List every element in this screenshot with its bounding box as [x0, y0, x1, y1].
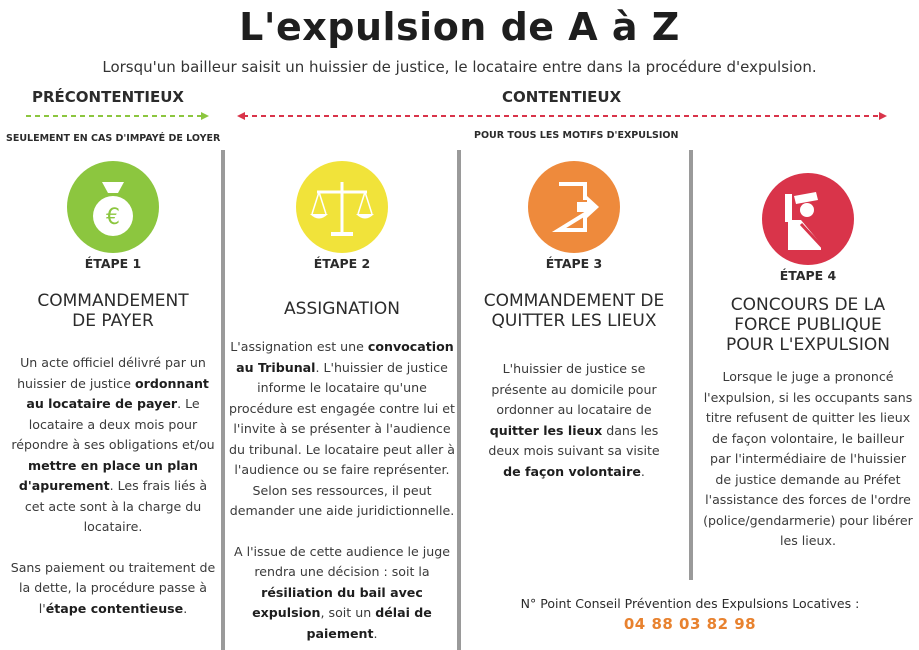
step-4-column	[702, 172, 914, 552]
step-1-title: COMMANDEMENT DE PAYER	[37, 291, 189, 331]
column-divider	[221, 150, 225, 650]
column-divider	[457, 150, 461, 650]
step-4-title: CONCOURS DE LA FORCE PUBLIQUE POUR L'EXPULSION	[726, 295, 890, 355]
step-2-title: ASSIGNATION	[284, 299, 400, 319]
step-4-label: ÉTAPE 4	[779, 268, 837, 283]
step-2-description	[228, 337, 456, 644]
step-3-description	[468, 359, 680, 482]
step-4-description	[702, 367, 914, 552]
precontentieux-arrow	[24, 110, 209, 122]
phase-contentieux-label: CONTENTIEUX	[502, 88, 622, 106]
step-1-label: ÉTAPE 1	[84, 256, 142, 271]
step-3-label: ÉTAPE 3	[545, 256, 603, 271]
step-1-description	[8, 353, 218, 619]
svg-text:€: €	[106, 205, 120, 230]
phase-precontentieux-note: SEULEMENT EN CAS D'IMPAYÉ DE LOYER	[6, 133, 221, 144]
footer-phone-number[interactable]: 04 88 03 82 98	[623, 615, 757, 633]
page-subtitle: Lorsqu'un bailleur saisit un huissier de justice, le locataire entre dans la procédure d'expulsion.	[102, 58, 817, 76]
step-paragraph: Un acte officiel délivré par un huissier de justice ordonnant au locataire de payer. Le locataire a deux mois pour répondre à ses obligations et/ou mettre en place un plan d'apurement. Les frais liés à cet acte sont à la charge du locataire.	[11, 355, 215, 534]
contentieux-arrow	[237, 110, 887, 122]
phase-contentieux-note: POUR TOUS LES MOTIFS D'EXPULSION	[474, 130, 679, 141]
step-3-title: COMMANDEMENT DE QUITTER LES LIEUX	[483, 291, 665, 331]
step-1-column	[8, 160, 218, 619]
step-paragraph: Sans paiement ou traitement de la dette, la procédure passe à l'étape contentieuse.	[10, 559, 216, 616]
step-3-column	[468, 160, 680, 482]
step-paragraph: Lorsque le juge a prononcé l'expulsion, si les occupants sans titre refusent de quitter les lieux de façon volontaire, le bailleur par l'intermédiaire de l'huissier de justice demande au Préfet l'assistance des forces de l'ordre (police/gendarmerie) pour libérer les lieux.	[703, 369, 913, 548]
exit-door-icon	[527, 160, 621, 254]
step-paragraph: A l'issue de cette audience le juge rendra une décision : soit la résiliation du bail avec expulsion, soit un délai de paiement.	[233, 543, 451, 641]
phase-precontentieux-label: PRÉCONTENTIEUX	[32, 88, 184, 106]
step-2-label: ÉTAPE 2	[313, 256, 371, 271]
money-bag-euro-icon	[66, 160, 160, 254]
police-officer-icon	[761, 172, 855, 266]
step-2-column	[228, 160, 456, 644]
scales-icon	[295, 160, 389, 254]
column-divider	[689, 150, 693, 580]
page-title: L'expulsion de A à Z	[239, 5, 680, 49]
step-paragraph: L'huissier de justice se présente au domicile pour ordonner au locataire de quitter les lieux dans les deux mois suivant sa visite de façon volontaire.	[488, 361, 660, 479]
step-paragraph: L'assignation est une convocation au Tribunal. L'huissier de justice informe le locataire qu'une procédure est engagée contre lui et l'invite à se présenter à l'audience du tribunal. Le locataire peut aller à l'audience ou se faire représenter. Selon ses ressources, il peut demander une aide juridictionnelle.	[229, 339, 455, 518]
footer-label: N° Point Conseil Prévention des Expulsions Locatives :	[520, 596, 860, 611]
